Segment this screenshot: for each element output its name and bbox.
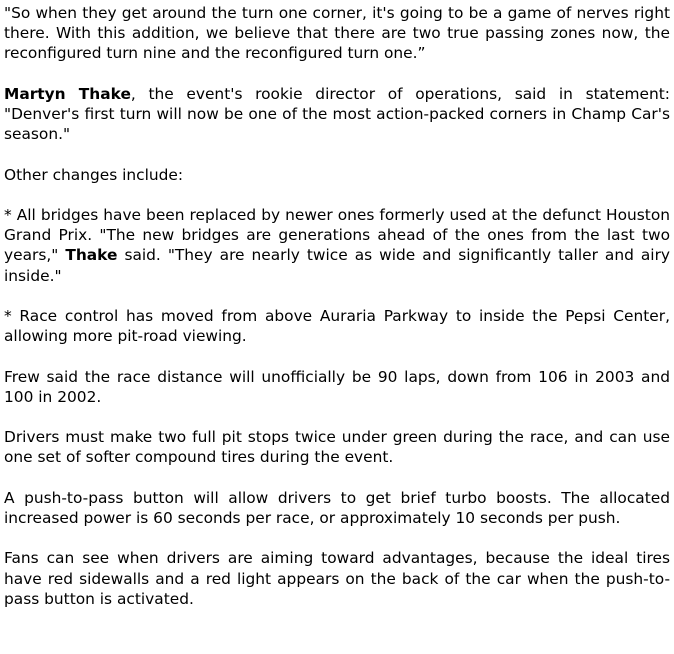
bridges-paragraph <box>4 205 670 286</box>
speaker-name: Martyn Thake <box>4 84 131 103</box>
changes-intro: Other changes include: <box>4 165 184 184</box>
quote-paragraph: "So when they get around the turn one corner, it's going to be a game of nerves right there. With this addition, we believe that there are two true passing zones now, the reconfigured turn nine and the reconfigured turn one.” <box>4 4 670 63</box>
article-body <box>4 3 670 609</box>
speaker-name-short: Thake <box>65 246 118 265</box>
race-distance-paragraph: Frew said the race distance will unofficially be 90 laps, down from 106 in 2003 and 100 in 2002. <box>4 367 670 406</box>
bridges-text-before: * All bridges have been replaced by newer ones formerly used at the defunct Houston Grand Prix. "The new bridges are generations ahead of the ones from the last two years," <box>4 205 670 265</box>
race-control-paragraph: * Race control has moved from above Auraria Parkway to inside the Pepsi Center, allowing more pit-road viewing. <box>4 306 670 346</box>
pit-stops-paragraph: Drivers must make two full pit stops twice under green during the race, and can use one set of softer compound tires during the event. <box>4 428 670 467</box>
fans-paragraph: Fans can see when drivers are aiming toward advantages, because the ideal tires have red sidewalls and a red light appears on the back of the car when the push-to-pass button is activated. <box>4 549 670 608</box>
statement-text: , the event's rookie director of operations, said in statement: "Denver's first turn will now be one of the most action-packed corners in Champ Car's season." <box>4 84 670 144</box>
statement-paragraph <box>4 84 670 145</box>
bridges-text-after: said. "They are nearly twice as wide and significantly taller and airy inside." <box>4 246 670 285</box>
push-to-pass-paragraph: A push-to-pass button will allow drivers to get brief turbo boosts. The allocated increased power is 60 seconds per race, or approximately 10 seconds per push. <box>4 488 670 527</box>
